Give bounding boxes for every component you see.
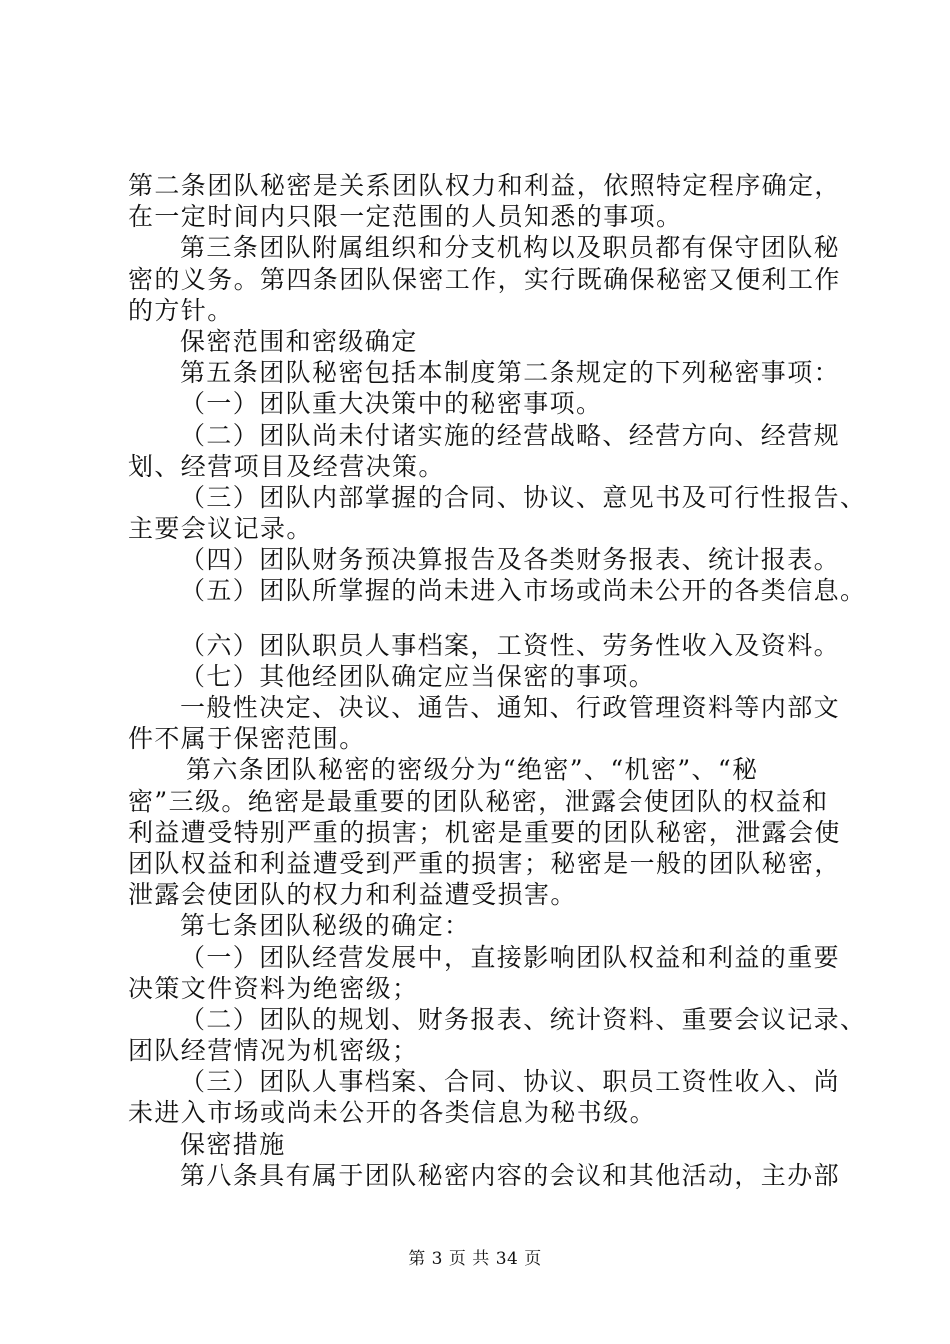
- text-line: 主要会议记录。: [128, 514, 313, 544]
- paragraph-gap: [128, 607, 853, 630]
- text-block-after-gap: [128, 630, 867, 1191]
- text-block-before-gap: [128, 170, 867, 607]
- text-line: 一般性决定、决议、通告、通知、行政管理资料等内部文: [180, 693, 841, 722]
- text-line: 第七条团队秘级的确定：: [180, 911, 471, 941]
- text-line: 在一定时间内只限一定范围的人员知悉的事项。: [128, 202, 683, 232]
- text-line: 保密措施: [180, 1129, 286, 1159]
- text-line: （七）其他经团队确定应当保密的事项。: [180, 661, 656, 691]
- text-line: （四）团队财务预决算报告及各类财务报表、统计报表。: [180, 545, 841, 575]
- text-line: （六）团队职员人事档案，工资性、劳务性收入及资料。: [180, 630, 841, 660]
- text-line: 决策文件资料为绝密级；: [128, 973, 419, 1003]
- text-line: 团队权益和利益遭受到严重的损害；秘密是一般的团队秘密，: [128, 848, 841, 878]
- document-body: [128, 170, 867, 1191]
- text-line: 保密范围和密级确定: [180, 326, 418, 356]
- text-line: （五）团队所掌握的尚未进入市场或尚未公开的各类信息。: [180, 576, 867, 606]
- text-line: （三）团队内部掌握的合同、协议、意见书及可行性报告、: [180, 482, 867, 512]
- text-line: （三）团队人事档案、合同、协议、职员工资性收入、尚: [180, 1067, 841, 1097]
- text-line: 密的义务。第四条团队保密工作，实行既确保秘密又便利工作: [128, 264, 841, 294]
- text-line: 第五条团队秘密包括本制度第二条规定的下列秘密事项：: [180, 358, 841, 388]
- text-line: 泄露会使团队的权力和利益遭受损害。: [128, 880, 577, 910]
- text-line: 利益遭受特别严重的损害；机密是重要的团队秘密，泄露会使: [128, 817, 841, 847]
- text-line: （一）团队重大决策中的秘密事项。: [180, 389, 603, 419]
- text-line: 件不属于保密范围。: [128, 724, 366, 754]
- text-line: 划、经营项目及经营决策。: [128, 451, 445, 481]
- text-line: 第二条团队秘密是关系团队权力和利益，依照特定程序确定，: [128, 171, 841, 200]
- text-line: 第八条具有属于团队秘密内容的会议和其他活动，主办部: [180, 1160, 841, 1190]
- text-line: 第六条团队秘密的密级分为“绝密”、“机密”、“秘: [186, 755, 759, 785]
- text-line: 的方针。: [128, 295, 234, 325]
- text-line: 未进入市场或尚未公开的各类信息为秘书级。: [128, 1098, 657, 1128]
- text-line: （二）团队尚未付诸实施的经营战略、经营方向、经营规: [180, 420, 841, 450]
- text-line: 密”三级。绝密是最重要的团队秘密，泄露会使团队的权益和: [128, 786, 829, 816]
- text-line: 第三条团队附属组织和分支机构以及职员都有保守团队秘: [180, 233, 841, 263]
- page-footer: 第 3 页 共 34 页: [408, 1249, 542, 1269]
- text-line: （一）团队经营发展中，直接影响团队权益和利益的重要: [180, 942, 841, 972]
- text-line: （二）团队的规划、财务报表、统计资料、重要会议记录、: [180, 1004, 867, 1034]
- text-line: 团队经营情况为机密级；: [128, 1036, 419, 1066]
